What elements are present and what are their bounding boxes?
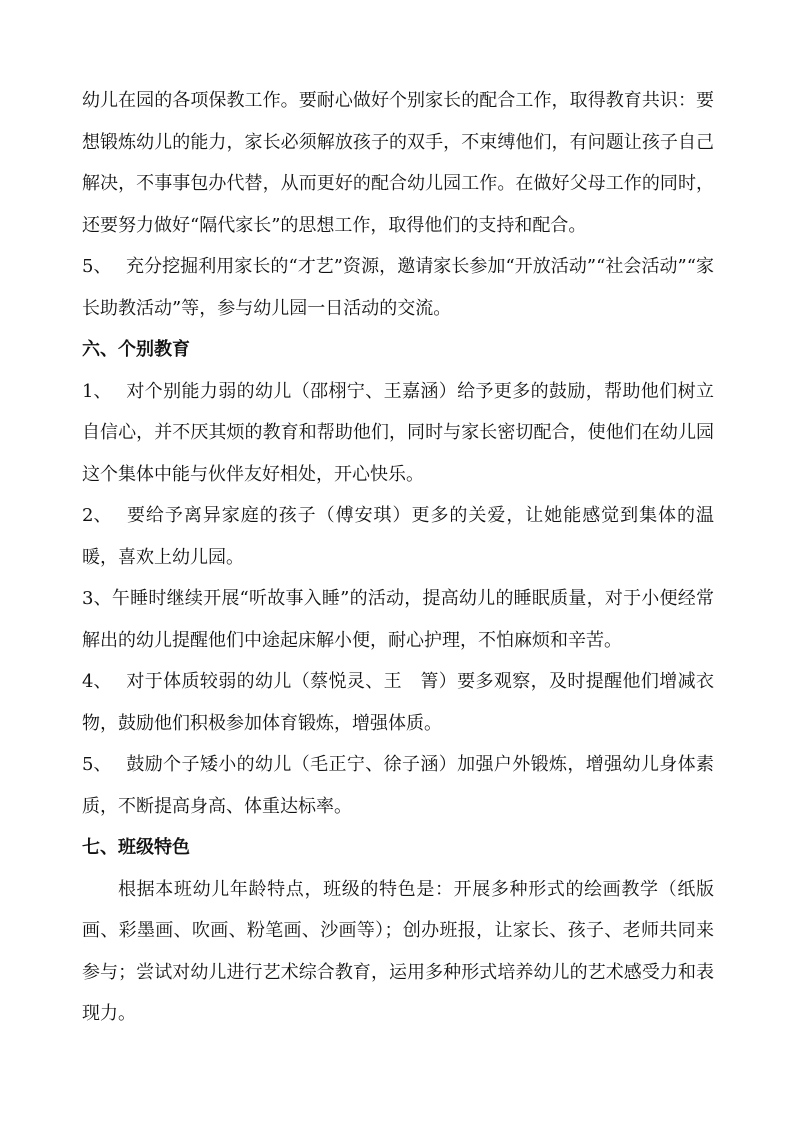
- list-item-text: 充分挖掘利用家长的“才艺”资源，邀请家长参加“开放活动”“社会活动”“家长助教活动”等，参与幼儿园一日活动的交流。: [82, 256, 714, 319]
- list-item-parent-5: [82, 246, 714, 329]
- list-item-text: 对个别能力弱的幼儿（邵栩宁、王嘉涵）给予更多的鼓励，帮助他们树立自信心，并不厌其烦的教育和帮助他们，同时与家长密切配合，使他们在幼儿园这个集体中能与伙伴友好相处，开心快乐。: [82, 380, 714, 485]
- list-item-individual-4: [82, 661, 714, 744]
- list-number: 5、: [82, 754, 112, 775]
- list-item-text: 鼓励个子矮小的幼儿（毛正宁、徐子涵）加强户外锻炼，增强幼儿身体素质，不断提高身高、体重达标率。: [82, 754, 714, 817]
- list-number: 5、: [82, 256, 112, 277]
- list-item-text: 要给予离异家庭的孩子（傅安琪）更多的关爱，让她能感觉到集体的温暖，喜欢上幼儿园。: [82, 505, 714, 568]
- section-heading-individual-education: 六、个别教育: [82, 339, 190, 360]
- list-item-text: 对于体质较弱的幼儿（蔡悦灵、王 箐）要多观察，及时提醒他们增减衣物，鼓励他们积极参加体育锻炼，增强体质。: [82, 671, 714, 734]
- list-number: 3、: [82, 588, 112, 609]
- document-body: [82, 80, 714, 1035]
- section-heading-class-feature: 七、班级特色: [82, 837, 190, 858]
- list-item-individual-3: [82, 578, 714, 661]
- list-item-individual-1: [82, 371, 714, 496]
- list-number: 1、: [82, 380, 112, 402]
- list-number: 2、: [82, 505, 112, 526]
- list-number: 4、: [82, 671, 112, 692]
- paragraph-intro: 幼儿在园的各项保教工作。要耐心做好个别家长的配合工作，取得教育共识：要想锻炼幼儿的能力，家长必须解放孩子的双手，不束缚他们，有问题让孩子自己解决，不事事包办代替，从而更好的配合幼儿园工作。在做好父母工作的同时，还要努力做好“隔代家长”的思想工作，取得他们的支持和配合。: [82, 90, 714, 236]
- paragraph-class-feature: 根据本班幼儿年龄特点，班级的特色是：开展多种形式的绘画教学（纸版画、彩墨画、吹画、粉笔画、沙画等）；创办班报，让家长、孩子、老师共同来参与；尝试对幼儿进行艺术综合教育，运用多种形式培养幼儿的艺术感受力和表现力。: [82, 878, 714, 1024]
- list-item-individual-5: [82, 744, 714, 827]
- list-item-text: 午睡时继续开展“听故事入睡”的活动，提高幼儿的睡眠质量，对于小便经常解出的幼儿提醒他们中途起床解小便，耐心护理，不怕麻烦和辛苦。: [82, 588, 714, 651]
- list-item-individual-2: [82, 495, 714, 578]
